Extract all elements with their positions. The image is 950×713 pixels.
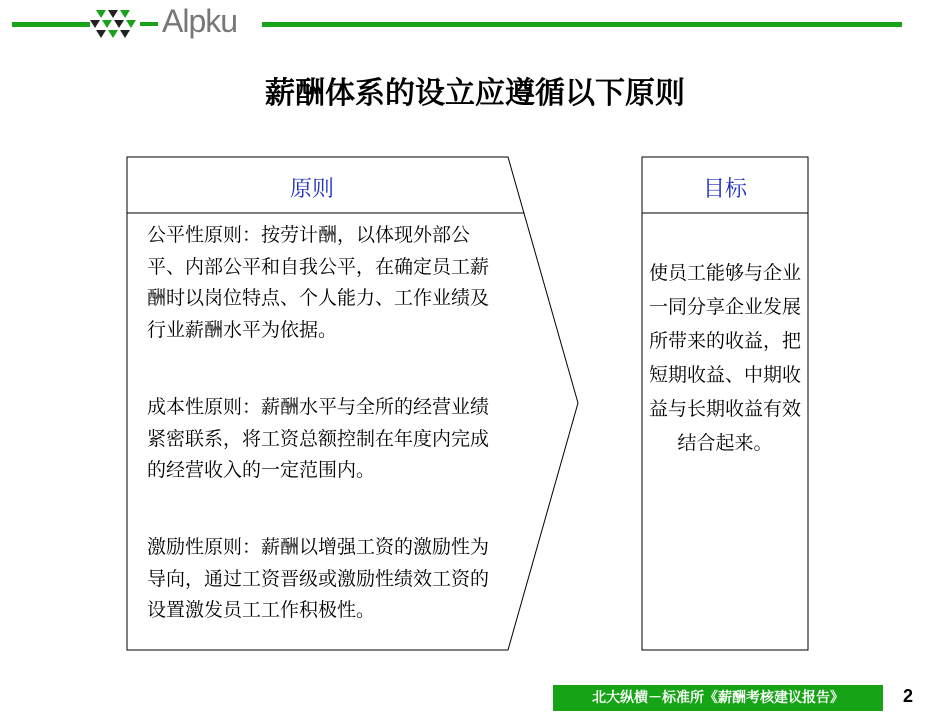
footer-text: 北大纵横－标准所《薪酬考核建议报告》: [592, 690, 844, 706]
logo-text: Alpku: [162, 3, 238, 39]
principle-incentive: 激励性原则：薪酬以增强工资的激励性为导向，通过工资晋级或激励性绩效工资的设置激发员工工作积极性。: [147, 536, 490, 621]
principle-cost: 成本性原则：薪酬水平与全所的经营业绩紧密联系，将工资总额控制在年度内完成的经营收入的一定范围内。: [147, 396, 490, 481]
page-title: 薪酬体系的设立应遵循以下原则: [265, 76, 685, 111]
goal-text: 使员工能够与企业一同分享企业发展所带来的收益，把短期收益、中期收益与长期收益有效结合起来。: [648, 262, 801, 454]
principle-fairness: 公平性原则：按劳计酬，以体现外部公平、内部公平和自我公平，在确定员工薪酬时以岗位特点、个人能力、工作业绩及行业薪酬水平为依据。: [147, 224, 490, 341]
footer-banner: [553, 685, 883, 711]
goal-heading: 目标: [702, 177, 747, 202]
principles-heading: 原则: [289, 177, 334, 202]
page-number: 2: [903, 686, 914, 706]
